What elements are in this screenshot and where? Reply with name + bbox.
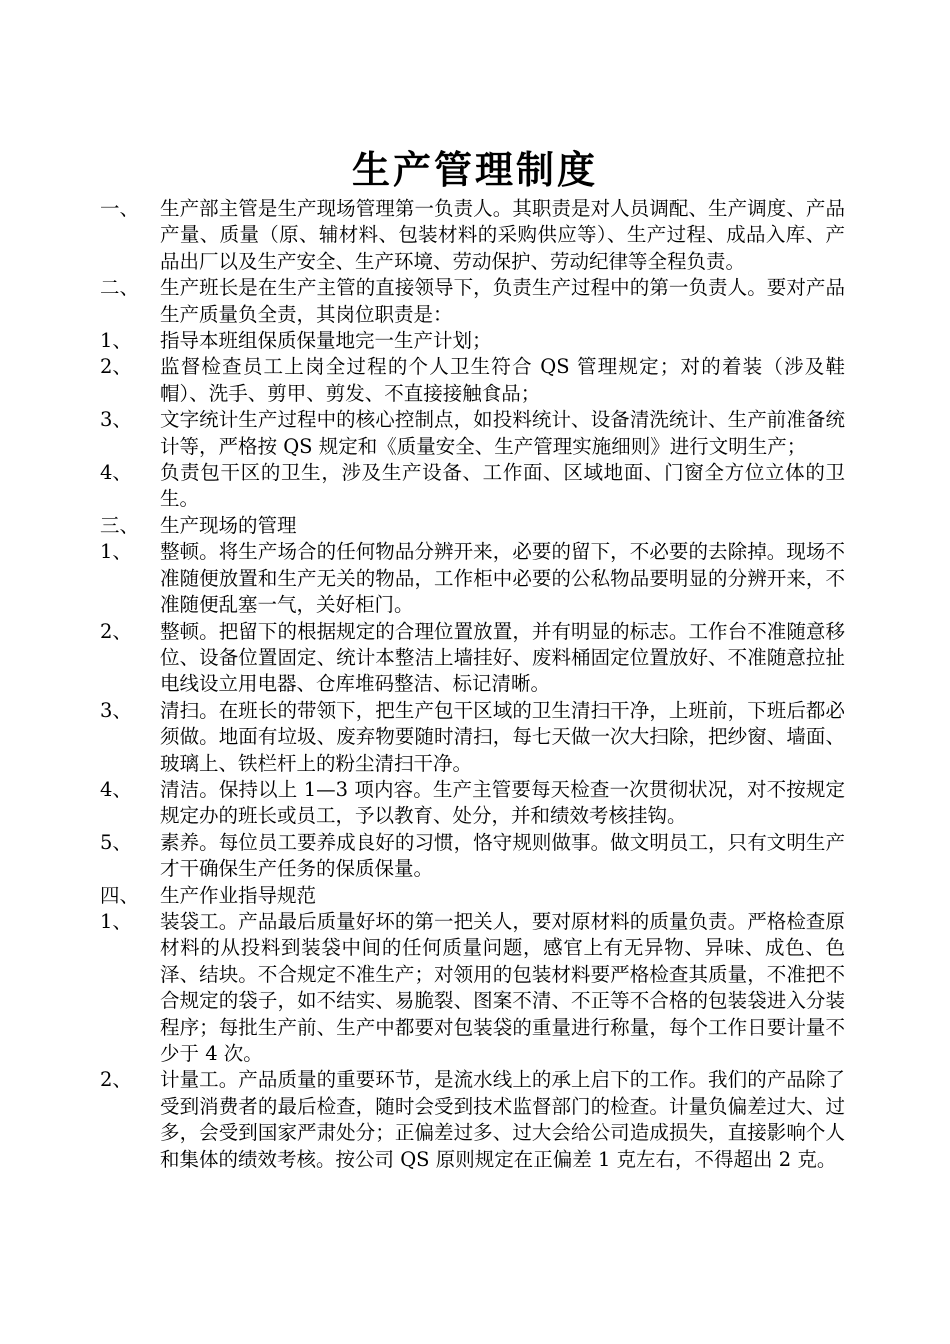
item-text: 计量工。产品质量的重要环节，是流水线上的承上启下的工作。我们的产品除了受到消费者的最后检查，随时会受到技术监督部门的检查。计量负偏差过大、过多，会受到国家严肃处分；正偏差过多、过大会给公司造成损失，直接影响个人和集体的绩效考核。按公司 QS 原则规定在正偏差 1 克左右，不得超出 2 克。	[160, 1068, 845, 1171]
list-item	[100, 328, 845, 354]
item-marker: 3、	[100, 698, 132, 722]
list-item	[100, 830, 845, 883]
item-marker: 1、	[100, 909, 132, 933]
list-item	[100, 407, 845, 460]
item-marker: 一、	[100, 197, 140, 220]
item-text: 监督检查员工上岗全过程的个人卫生符合 QS 管理规定；对的着装（涉及鞋帽）、洗手、剪甲、剪发、不直接接触食品；	[160, 355, 845, 405]
item-text: 素养。每位员工要养成良好的习惯，恪守规则做事。做文明员工，只有文明生产才干确保生产任务的保质保量。	[160, 830, 845, 881]
item-text: 整顿。把留下的根据规定的合理位置放置，并有明显的标志。工作台不准随意移位、设备位置固定、统计本整洁上墙挂好、废料桶固定位置放好、不准随意拉扯电线设立用电器、仓库堆码整洁、标记清晰。	[160, 619, 845, 696]
list-item	[100, 196, 845, 275]
list-item	[100, 619, 845, 698]
list-item	[100, 354, 845, 407]
section-heading	[100, 883, 845, 909]
item-marker: 1、	[100, 540, 132, 564]
list-item	[100, 460, 845, 513]
item-marker: 5、	[100, 830, 132, 854]
item-marker: 2、	[100, 355, 132, 379]
item-text: 文字统计生产过程中的核心控制点，如投料统计、设备清洗统计、生产前准备统计等，严格按 QS 规定和《质量安全、生产管理实施细则》进行文明生产；	[160, 408, 845, 458]
list-item	[100, 275, 845, 328]
item-marker: 二、	[100, 276, 140, 300]
list-item	[100, 909, 845, 1067]
item-text: 生产部主管是生产现场管理第一负责人。其职责是对人员调配、生产调度、产品产量、质量（原、辅材料、包装材料的采购供应等）、生产过程、成品入库、产品出厂以及生产安全、生产环境、劳动保护、劳动纪律等全程负责。	[160, 197, 845, 273]
item-text: 清扫。在班长的带领下，把生产包干区域的卫生清扫干净，上班前，下班后都必须做。地面有垃圾、废弃物要随时清扫，每七天做一次大扫除，把纱窗、墙面、玻璃上、铁栏杆上的粉尘清扫干净。	[160, 698, 845, 775]
item-text: 装袋工。产品最后质量好坏的第一把关人，要对原材料的质量负责。严格检查原材料的从投料到装袋中间的任何质量问题，感官上有无异物、异味、成色、色泽、结块。不合规定不准生产；对领用的包装材料要严格检查其质量，不准把不合规定的袋子，如不结实、易脆裂、图案不清、不正等不合格的包装袋进入分装程序；每批生产前、生产中都要对包装袋的重量进行称量，每个工作日要计量不少于 4 次。	[160, 909, 845, 1065]
section-heading	[100, 513, 845, 539]
item-text: 指导本班组保质保量地完一生产计划；	[160, 329, 492, 353]
item-text: 生产作业指导规范	[160, 883, 317, 907]
document-body	[100, 196, 845, 1173]
item-marker: 四、	[100, 883, 140, 907]
item-text: 生产现场的管理	[160, 513, 297, 537]
document-title: 生产管理制度	[351, 147, 598, 192]
item-marker: 2、	[100, 619, 132, 643]
item-marker: 4、	[100, 461, 132, 485]
item-marker: 三、	[100, 513, 140, 537]
item-text: 整顿。将生产场合的任何物品分辨开来，必要的留下，不必要的去除掉。现场不准随便放置和生产无关的物品，工作柜中必要的公私物品要明显的分辨开来，不准随便乱塞一气，关好柜门。	[160, 540, 845, 617]
item-text: 负责包干区的卫生，涉及生产设备、工作面、区域地面、门窗全方位立体的卫生。	[160, 461, 845, 511]
item-text: 清洁。保持以上 1—3 项内容。生产主管要每天检查一次贯彻状况，对不按规定规定办的班长或员工，予以教育、处分，并和绩效考核挂钩。	[160, 777, 845, 828]
item-marker: 1、	[100, 329, 132, 353]
item-marker: 2、	[100, 1068, 132, 1092]
list-item	[100, 539, 845, 618]
list-item	[100, 777, 845, 830]
list-item	[100, 698, 845, 777]
item-marker: 4、	[100, 777, 132, 801]
list-item	[100, 1067, 845, 1173]
item-text: 生产班长是在生产主管的直接领导下，负责生产过程中的第一负责人。要对产品生产质量负全责，其岗位职责是：	[160, 276, 845, 326]
item-marker: 3、	[100, 408, 132, 432]
